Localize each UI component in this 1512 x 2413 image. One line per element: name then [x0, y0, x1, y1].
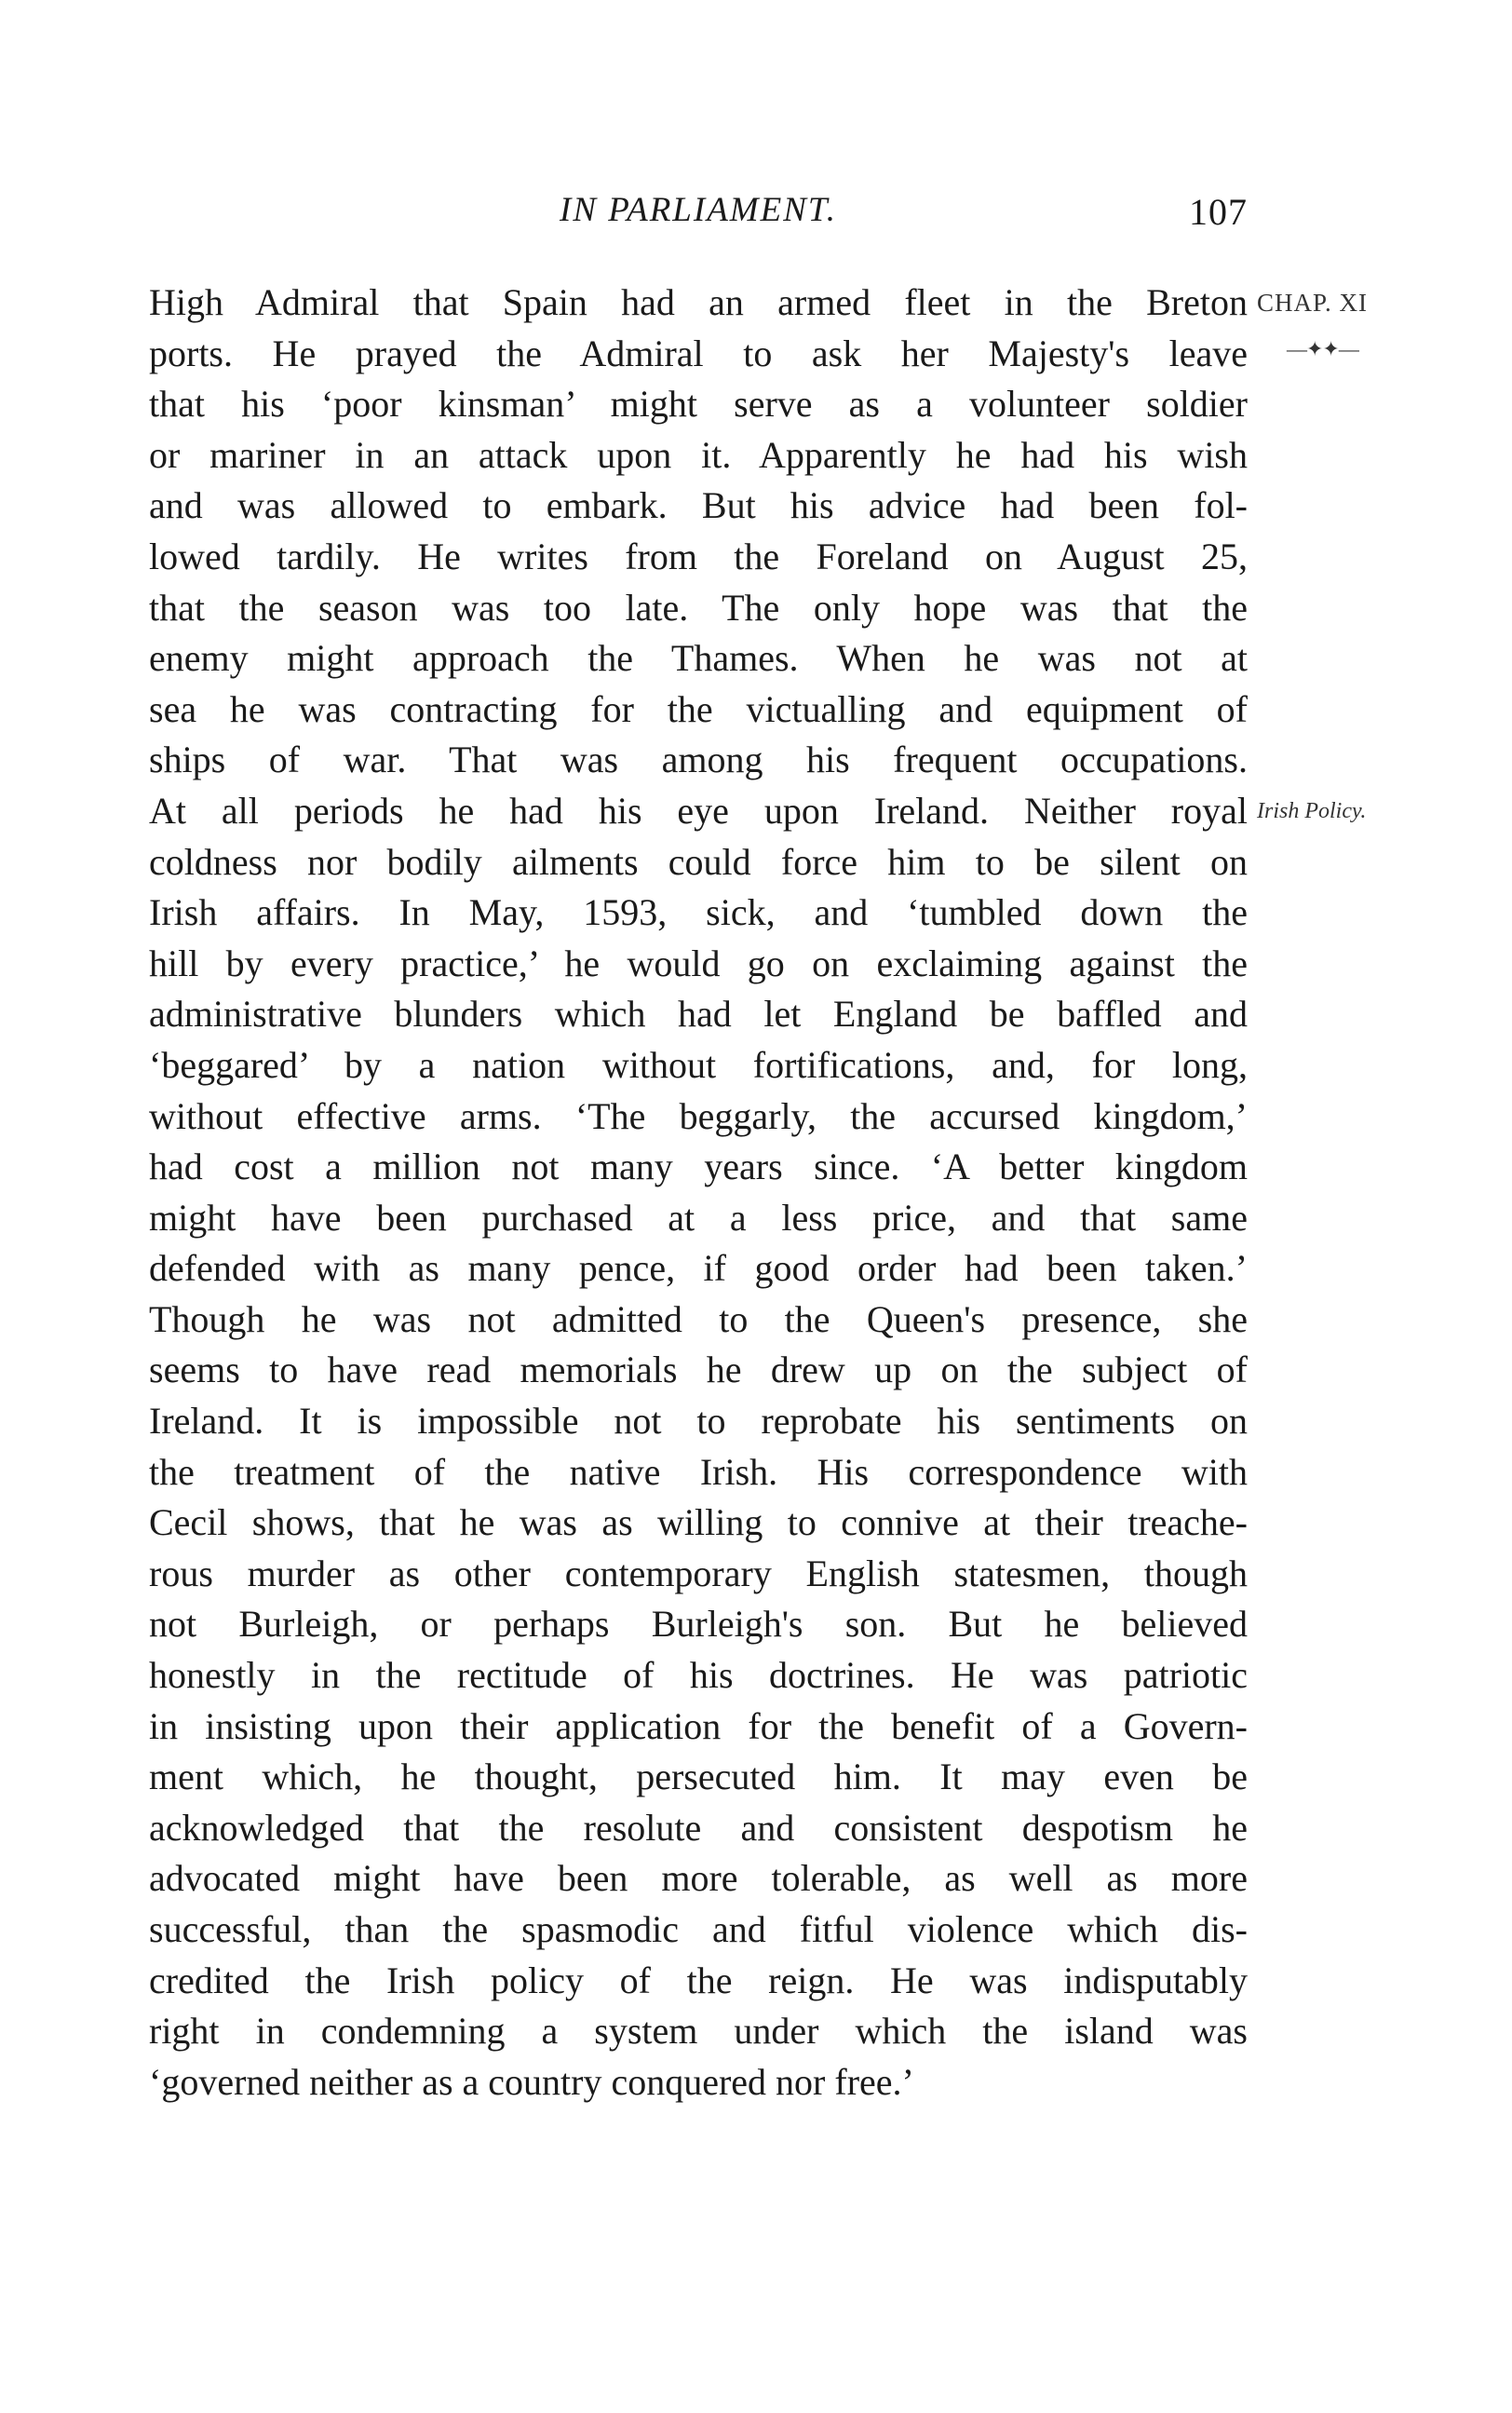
text-line: At all periods he had his eye upon Ireland. Neither royal	[149, 789, 1248, 832]
text-line: ‘beggared’ by a nation without fortifications, and, for long,	[149, 1043, 1248, 1086]
running-head	[149, 183, 1248, 238]
text-line: not Burleigh, or perhaps Burleigh's son. But he believed	[149, 1603, 1248, 1646]
text-line: ships of war. That was among his frequent occupations.	[149, 739, 1248, 781]
irish-policy-marginal-note: Irish Policy.	[1257, 799, 1367, 823]
page-number: 107	[1189, 191, 1248, 233]
text-line: acknowledged that the resolute and consistent despotism he	[149, 1806, 1248, 1849]
text-line: rous murder as other contemporary English statesmen, though	[149, 1552, 1248, 1594]
chapter-marginal-note: CHAP. XI	[1257, 289, 1369, 317]
text-line: hill by every practice,’ he would go on exclaiming against the	[149, 942, 1248, 984]
text-line: right in condemning a system under which the island was	[149, 2010, 1248, 2053]
text-line: or mariner in an attack upon it. Apparently he had his wish	[149, 433, 1248, 476]
text-line: successful, than the spasmodic and fitful violence which dis-	[149, 1908, 1248, 1950]
text-line: ment which, he thought, persecuted him. It may even be	[149, 1756, 1248, 1798]
body-text	[149, 278, 1248, 2108]
text-line: Though he was not admitted to the Queen's presence, she	[149, 1297, 1248, 1340]
text-line: honestly in the rectitude of his doctrines. He was patriotic	[149, 1654, 1248, 1697]
text-line: High Admiral that Spain had an armed fleet in the Breton	[149, 281, 1248, 323]
text-line: and was allowed to embark. But his advice had been fol-	[149, 484, 1248, 527]
text-line: administrative blunders which had let England be baffled and	[149, 993, 1248, 1036]
text-line: Ireland. It is impossible not to reprobate his sentiments on	[149, 1400, 1248, 1443]
text-line: Cecil shows, that he was as willing to connive at their treache-	[149, 1501, 1248, 1544]
text-line: defended with as many pence, if good order had been taken.’	[149, 1247, 1248, 1290]
text-line: had cost a million not many years since. ‘A better kingdom	[149, 1145, 1248, 1188]
text-line: Irish affairs. In May, 1593, sick, and ‘tumbled down the	[149, 891, 1248, 934]
text-line: lowed tardily. He writes from the Foreland on August 25,	[149, 535, 1248, 577]
text-line: in insisting upon their application for the benefit of a Govern-	[149, 1704, 1248, 1747]
text-line: might have been purchased at a less price, and that same	[149, 1196, 1248, 1239]
ornament-divider: —✦✦—	[1287, 337, 1358, 360]
running-title: IN PARLIAMENT.	[560, 191, 837, 229]
text-line: sea he was contracting for the victualling and equipment of	[149, 687, 1248, 730]
text-line: that the season was too late. The only hope was that the	[149, 586, 1248, 629]
text-line: advocated might have been more tolerable, as well as more	[149, 1857, 1248, 1900]
text-line: without effective arms. ‘The beggarly, the accursed kingdom,’	[149, 1094, 1248, 1137]
text-line: credited the Irish policy of the reign. He was indisputably	[149, 1959, 1248, 2001]
text-line: seems to have read memorials he drew up on the subject of	[149, 1349, 1248, 1391]
text-line: that his ‘poor kinsman’ might serve as a volunteer soldier	[149, 383, 1248, 426]
text-line: enemy might approach the Thames. When he was not at	[149, 637, 1248, 680]
text-line: ports. He prayed the Admiral to ask her Majesty's leave	[149, 332, 1248, 374]
text-line: the treatment of the native Irish. His correspondence with	[149, 1450, 1248, 1493]
text-line: coldness nor bodily ailments could force him to be silent on	[149, 840, 1248, 883]
text-line: ‘governed neither as a country conquered nor free.’	[149, 2060, 914, 2103]
